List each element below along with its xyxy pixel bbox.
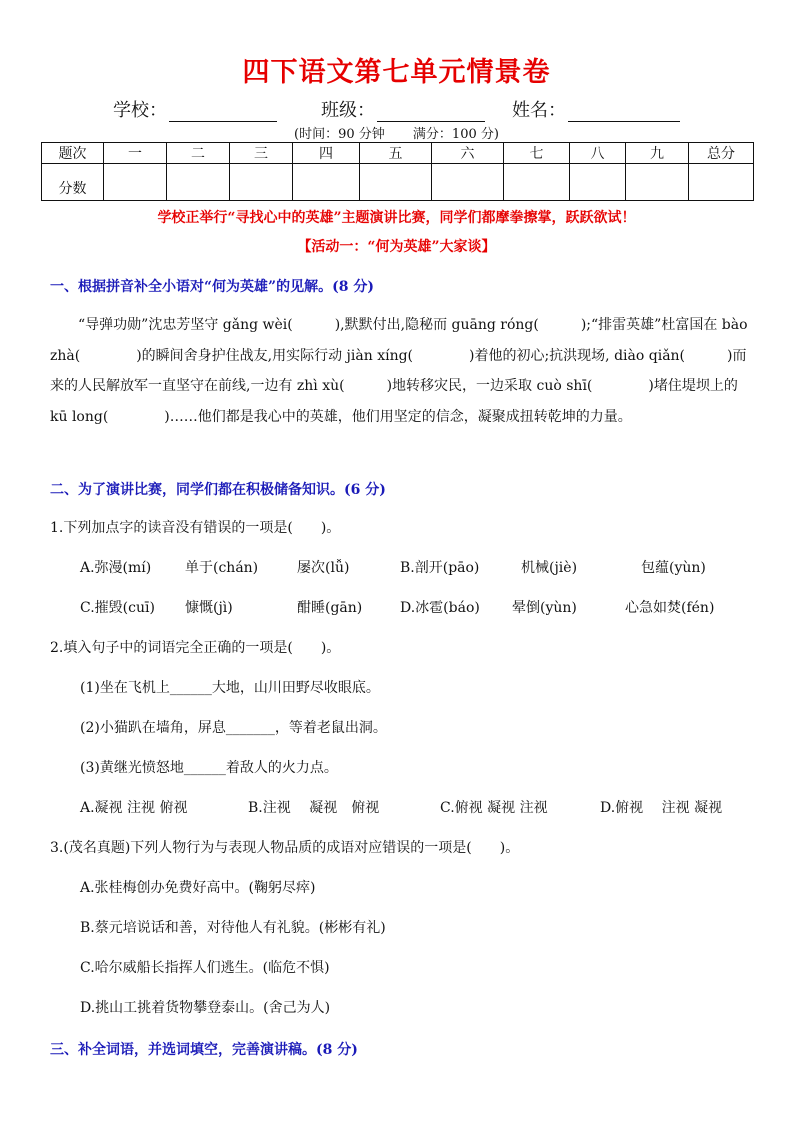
q2-sentence-3: (3)黄继光愤怒地______着敌人的火力点。 (80, 760, 338, 776)
score-value-cell[interactable] (689, 164, 754, 201)
score-value-cell[interactable] (293, 164, 360, 201)
q3-option-c: C.哈尔威船长指挥人们逃生。(临危不惧) (80, 960, 330, 976)
score-value-cell[interactable] (432, 164, 504, 201)
q1-option-b-2: 机械(jiè) (521, 560, 578, 576)
school-label: 学校： (113, 100, 167, 121)
q2-sentence-1: (1)坐在飞机上______大地，山川田野尽收眼底。 (80, 680, 380, 696)
score-cell-header: 九 (626, 143, 689, 164)
score-table-header-row (42, 143, 754, 164)
score-cell-header: 总分 (689, 143, 754, 164)
score-value-cell[interactable] (570, 164, 626, 201)
section3-heading: 三、补全词语，并选词填空，完善演讲稿。(8 分) (50, 1042, 358, 1058)
score-cell-header: 五 (360, 143, 432, 164)
exam-title: 四下语文第七单元情景卷 (242, 57, 551, 88)
q1-option-a-1: A.弥漫(mí) (80, 560, 152, 576)
section1-heading: 一、根据拼音补全小语对“何为英雄”的见解。(8 分) (50, 279, 374, 295)
score-cell-header: 八 (570, 143, 626, 164)
q3-option-b: B.蔡元培说话和善，对待他人有礼貌。(彬彬有礼) (80, 920, 386, 936)
score-value-cell[interactable] (167, 164, 230, 201)
score-value-cell[interactable] (626, 164, 689, 201)
full-score: 满分：100 分) (412, 127, 499, 142)
time-limit: (时间：90 分钟 (294, 127, 385, 142)
name-label: 姓名： (512, 100, 566, 121)
school-field (113, 96, 277, 122)
score-table-value-row (42, 164, 754, 201)
q2-option-b: B.注视 凝视 俯视 (248, 800, 380, 816)
q2-sentence-2: (2)小猫趴在墙角，屏息_______，等着老鼠出洞。 (80, 720, 387, 736)
q1-option-d-2: 晕倒(yùn) (512, 600, 577, 616)
name-blank[interactable] (568, 101, 680, 122)
score-cell-header: 三 (230, 143, 293, 164)
score-value-cell[interactable] (504, 164, 570, 201)
score-value-cell[interactable] (360, 164, 432, 201)
q2-option-a: A.凝视 注视 俯视 (80, 800, 188, 816)
q1-option-d-1: D.冰雹(báo) (400, 600, 480, 616)
name-field (512, 96, 680, 122)
score-cell-header: 七 (504, 143, 570, 164)
q3-option-d: D.挑山工挑着货物攀登泰山。(舍己为人) (80, 1000, 331, 1016)
question-2: 2.填入句子中的词语完全正确的一项是( )。 (50, 640, 341, 656)
q1-option-d-3: 心急如焚(fén) (625, 600, 715, 616)
section1-passage: “导弹功勋”沈忠芳坚守 gǎng wèi( ),默默付出,隐秘而 guāng róng( );“排雷英雄”杜富国在 bào zhà( )的瞬间舍身护住战友,用实际行动 jiàn xíng( )着他的初心;抗洪现场, diào qiǎn( )而来的人民解放军一直坚守在前线,一边有 zhì xù( )地转移灾民，一边采取 cuò shī( )堵住堤坝上的 kū long( )……他们都是我心中的英雄，他们用坚定的信念，凝聚成扭转乾坤的力量。 (50, 317, 748, 425)
exam-meta (0, 123, 793, 142)
question-1: 1.下列加点字的读音没有错误的一项是( )。 (50, 520, 341, 536)
q3-option-a: A.张桂梅创办免费好高中。(鞠躬尽瘁) (80, 880, 316, 896)
q1-option-b-3: 包蕴(yùn) (641, 560, 706, 576)
class-label: 班级： (321, 100, 375, 121)
intro-text: 学校正举行“寻找心中的英雄”主题演讲比赛，同学们都摩拳擦掌，跃跃欲试！ (157, 210, 636, 226)
section2-heading: 二、为了演讲比赛，同学们都在积极储备知识。(6 分) (50, 482, 386, 498)
score-cell-header: 六 (432, 143, 504, 164)
score-row-label: 分数 (42, 164, 104, 201)
score-cell-label: 题次 (42, 143, 104, 164)
q2-option-d: D.俯视 注视 凝视 (600, 800, 723, 816)
q1-option-c-3: 酣睡(gān) (297, 600, 363, 616)
q1-option-c-1: C.摧毁(cuī) (80, 600, 155, 616)
q2-option-c: C.俯视 凝视 注视 (440, 800, 548, 816)
score-cell-header: 一 (104, 143, 167, 164)
score-table (41, 142, 754, 201)
score-value-cell[interactable] (230, 164, 293, 201)
score-value-cell[interactable] (104, 164, 167, 201)
question-3: 3.(茂名真题)下列人物行为与表现人物品质的成语对应错误的一项是( )。 (50, 840, 520, 856)
q1-option-b-1: B.剖开(pāo) (400, 560, 480, 576)
activity-heading: 【活动一：“何为英雄”大家谈】 (297, 239, 496, 255)
class-blank[interactable] (377, 101, 485, 122)
class-field (321, 96, 485, 122)
q1-option-a-3: 屡次(lǚ) (297, 560, 350, 576)
q1-option-a-2: 单于(chán) (185, 560, 259, 576)
score-cell-header: 四 (293, 143, 360, 164)
school-blank[interactable] (169, 101, 277, 122)
q1-option-c-2: 慷慨(jì) (185, 600, 233, 616)
score-cell-header: 二 (167, 143, 230, 164)
